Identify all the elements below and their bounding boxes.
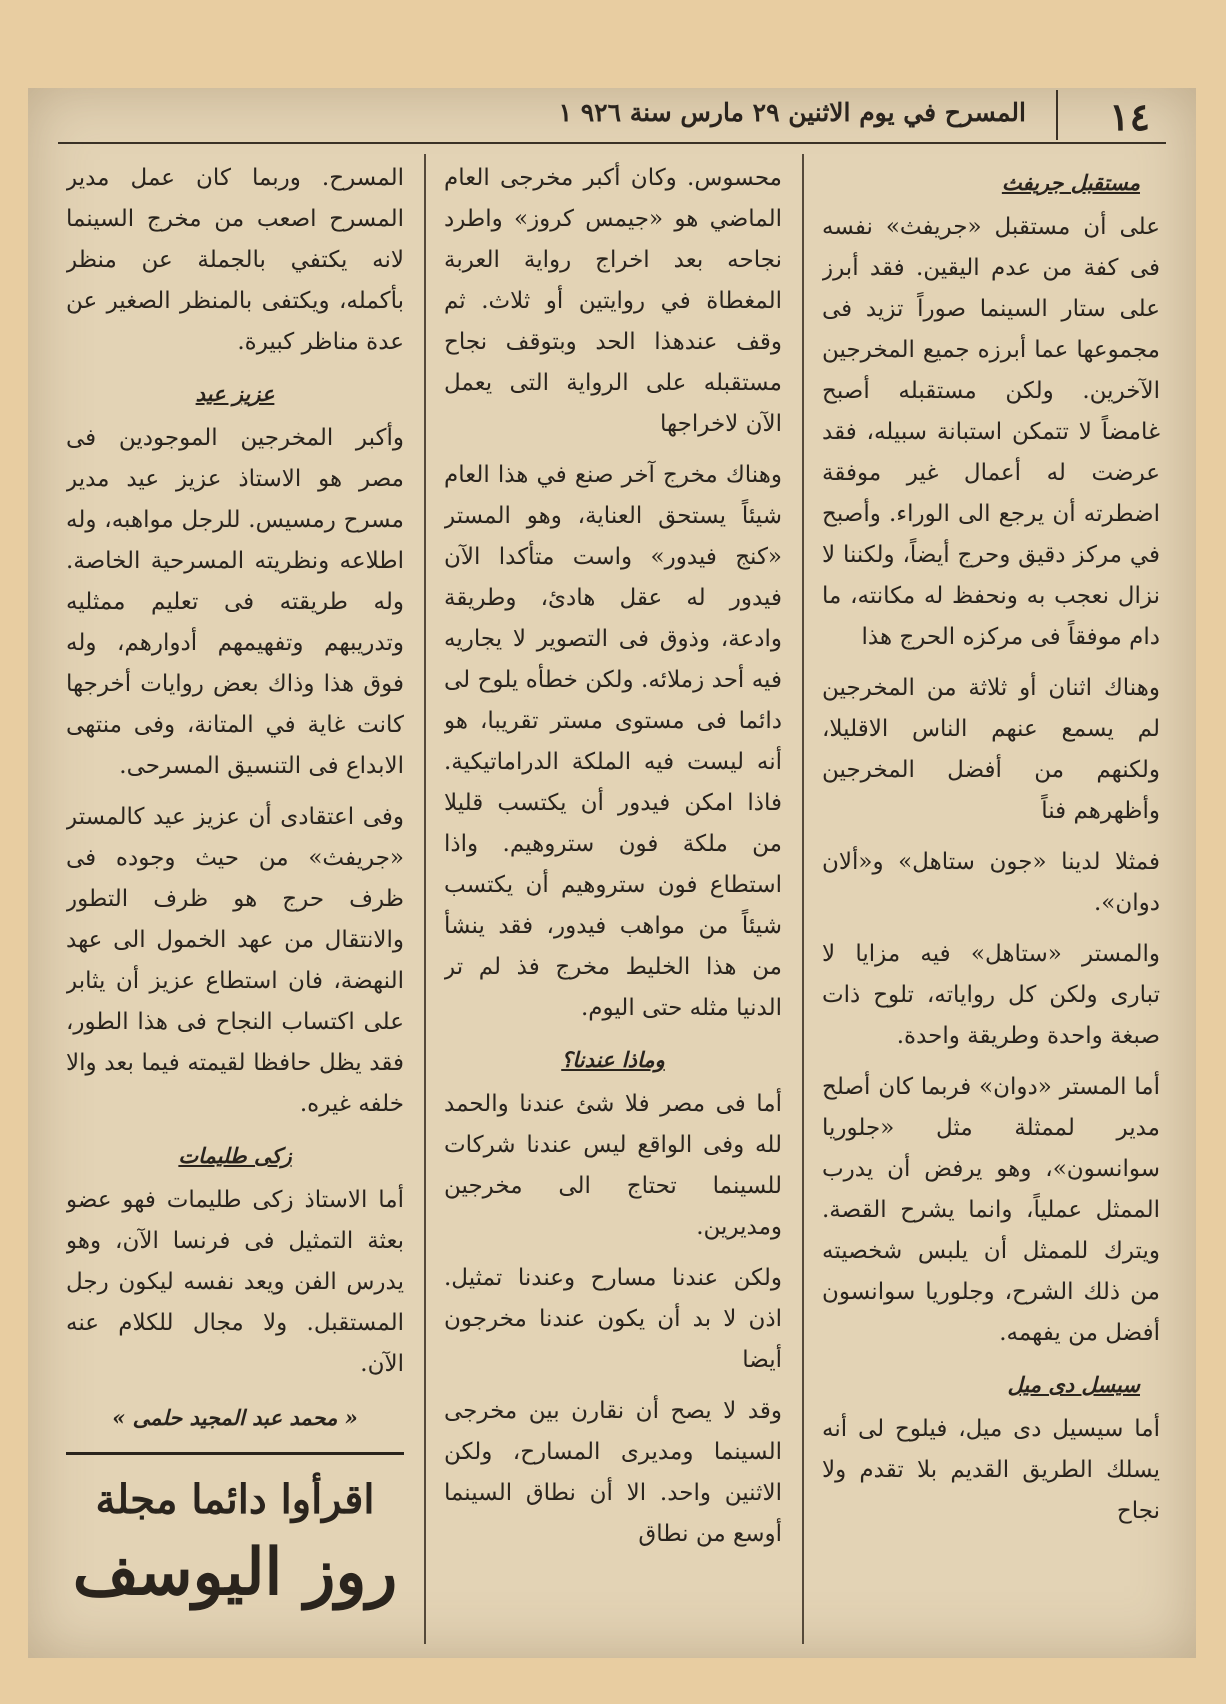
paragraph: وأكبر المخرجين الموجودين فى مصر هو الاستاذ عزيز عيد مدير مسرح رمسيس. للرجل مواهبه، وله اطلاعه ونظريته المسرحية الخاصة. وله طريقته فى تعليم ممثليه وتدريبهم وتفهيمهم أدوارهم، وله فوق هذا وذاك بعض روايات أخرجها كانت غاية في المتانة، وفى منتهى الابداع فى التنسيق المسرحى. [66, 425, 404, 779]
section-heading-zaki-tulaimat: زكى طليمات [178, 1143, 292, 1168]
paragraph: المسرح. وربما كان عمل مدير المسرح اصعب من مخرج السينما لانه يكتفي بالجملة عن منظر بأكمله، ويكتفى بالمنظر الصغير عن عدة مناظر كبيرة. [66, 165, 404, 355]
paragraph: فمثلا لدينا «جون ستاهل» و«ألان دوان». [822, 849, 1160, 916]
article-column-left [66, 158, 404, 1648]
header-separator [1056, 90, 1058, 140]
paragraph: وهناك اثنان أو ثلاثة من المخرجين لم يسمع عنهم الناس الاقليلا، ولكنهم من أفضل المخرجين وأظهرهم فناً [822, 675, 1160, 824]
paragraph: أما سيسيل دى ميل، فيلوح لى أنه يسلك الطريق القديم بلا تقدم ولا نجاح [822, 1416, 1160, 1524]
advertisement-line: اقرأوا دائما مجلة [95, 1476, 375, 1523]
section-heading-cecil-demille: سيسل دى ميل [1007, 1372, 1140, 1397]
newspaper-page [28, 88, 1196, 1658]
page-running-title: المسرح في يوم الاثنين ٢٩ مارس سنة ٩٢٦ ١ [558, 98, 1026, 127]
page-header [58, 88, 1166, 144]
column-divider [802, 154, 804, 1644]
paragraph: وهناك مخرج آخر صنع في هذا العام شيئاً يستحق العناية، وهو المستر «كنج فيدور» واست متأكدا الآن فيدور له عقل هادئ، وطريقة وادعة، وذوق فى التصوير لا يجاريه فيه أحد زملائه. ولكن خطأه يلوح لى دائما فى مستوى مستر تقريبا، هو أنه ليست فيه الملكة الدراماتيكية. فاذا امكن فيدور أن يكتسب قليلا من ملكة فون ستروهيم. واذا استطاع فون ستروهيم أن يكتسب شيئاً من مواهب فيدور، فقد ينشأ من هذا الخليط مخرج فذ لم تر الدنيا مثله حتى اليوم. [444, 462, 782, 1021]
advertisement-magazine-name: روز اليوسف [72, 1535, 398, 1610]
section-heading-griffith-future: مستقبل جريفث [1001, 170, 1140, 195]
paragraph: أما الاستاذ زكى طليمات فهو عضو بعثة التمثيل فى فرنسا الآن، وهو يدرس الفن ويعد نفسه ليكون رجل المستقبل. ولا مجال للكلام عنه الآن. [66, 1187, 404, 1377]
paragraph: أما المستر «دوان» فربما كان أصلح مدير لممثلة مثل «جلوريا سوانسون»، وهو يرفض أن يدرب الممثل عملياً، وانما يشرح القصة. ويترك للممثل أن يلبس شخصيته من ذلك الشرح، وجلوريا سوانسون أفضل من يفهمه. [822, 1074, 1160, 1346]
paragraph: على أن مستقبل «جريفث» نفسه فى كفة من عدم اليقين. فقد أبرز على ستار السينما صوراً تزيد فى مجموعها عما أبرزه جميع المخرجين الآخرين. ولكن مستقبله أصبح غامضاً لا تتمكن استبانة سبيله، فقد عرضت له أعمال غير موفقة اضطرته أن يرجع الى الوراء. وأصبح في مركز دقيق وحرج أيضاً، ولكننا لا نزال نعجب به ونحفظ له مكانته، ما دام موفقاً فى مركزه الحرج هذا [822, 214, 1160, 650]
column-divider [424, 154, 426, 1644]
paragraph: أما فى مصر فلا شئ عندنا والحمد لله وفى الواقع ليس عندنا شركات للسينما تحتاج الى مخرجين ومديرين. [444, 1091, 782, 1240]
article-column-middle [444, 158, 782, 1648]
author-signature: « محمد عبد المجيد حلمى » [112, 1405, 358, 1430]
paragraph: وقد لا يصح أن نقارن بين مخرجى السينما ومديرى المسارح، ولكن الاثنين واحد. الا أن نطاق السينما أوسع من نطاق [444, 1398, 782, 1547]
article-column-right [822, 158, 1160, 1648]
paragraph: والمستر «ستاهل» فيه مزايا لا تبارى ولكن كل رواياته، تلوح ذات صبغة واحدة وطريقة واحدة. [822, 941, 1160, 1049]
section-heading-aziz-eid: عزيز عيد [195, 381, 275, 406]
section-heading-what-we-have: وماذا عندنا؟ [561, 1047, 665, 1072]
paragraph: ولكن عندنا مسارح وعندنا تمثيل. اذن لا بد أن يكون عندنا مخرجون أيضا [444, 1265, 782, 1373]
page-number: ١٤ [1109, 94, 1150, 139]
paragraph: وفى اعتقادى أن عزيز عيد كالمستر «جريفث» من حيث وجوده فى ظرف حرج هو ظرف التطور والانتقال من عهد الخمول الى عهد النهضة، فان استطاع عزيز أن يثابر على اكتساب النجاح فى هذا الطور، فقد يظل حافظا لقيمته فيما بعد والا خلفه غيره. [66, 804, 404, 1117]
paragraph: محسوس. وكان أكبر مخرجى العام الماضي هو «جيمس كروز» واطرد نجاحه بعد اخراج رواية العربة المغطاة في روايتين أو ثلاث. ثم وقف عندهذا الحد وبتوقف نجاح مستقبله على الرواية التى يعمل الآن لاخراجها [444, 165, 782, 437]
advertisement-rule [66, 1452, 404, 1455]
